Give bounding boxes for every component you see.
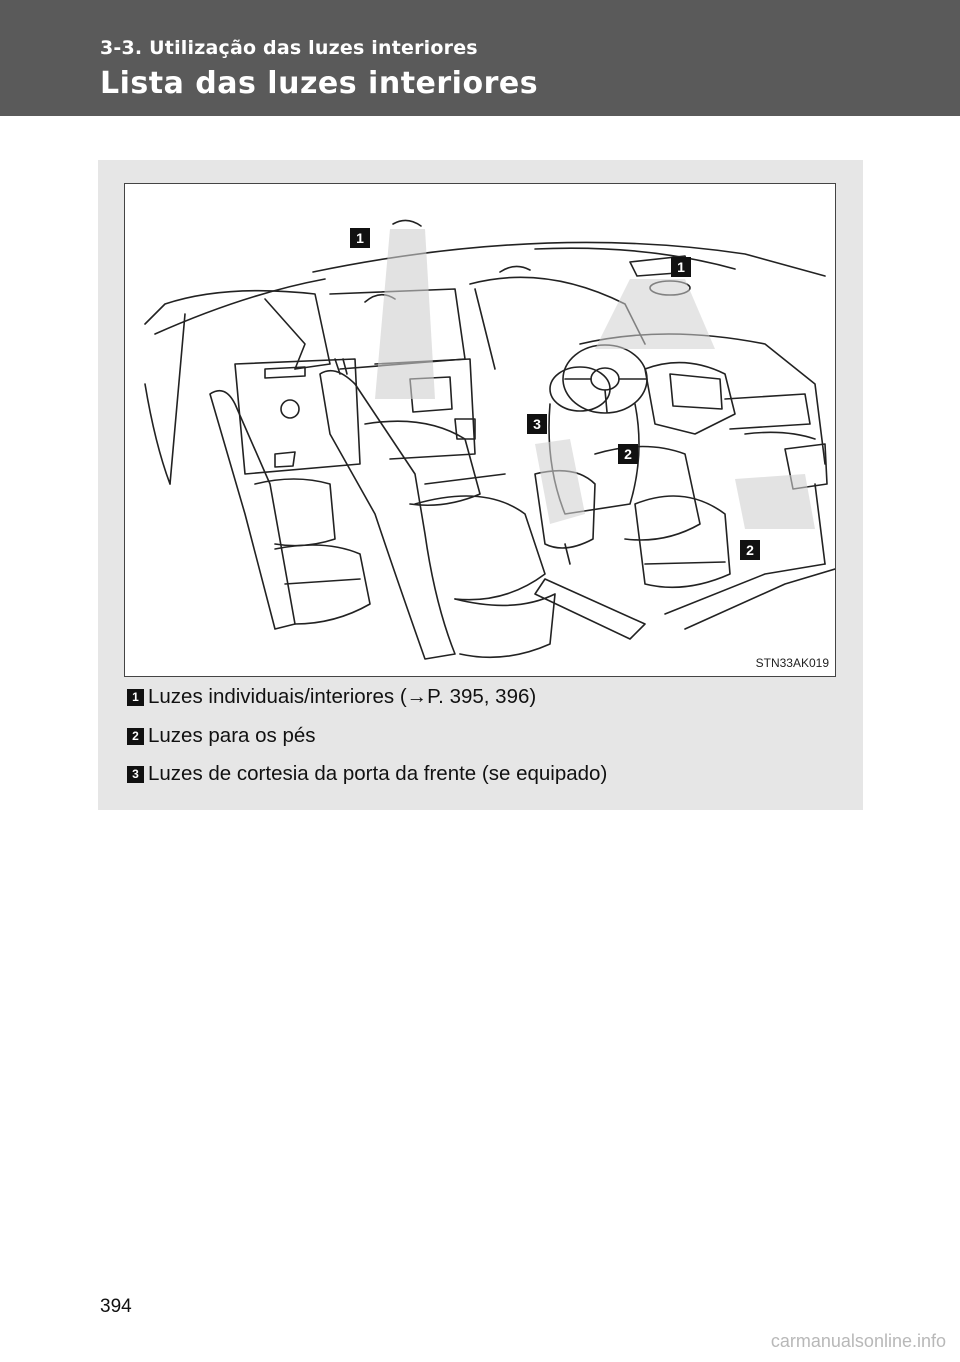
legend-number-badge: 1: [127, 689, 144, 706]
page-header: [0, 0, 960, 116]
callout-2-upper: 2: [618, 444, 638, 464]
page-title: Lista das luzes interiores: [100, 66, 539, 101]
callout-2-lower: 2: [740, 540, 760, 560]
callout-3: 3: [527, 414, 547, 434]
legend-item-1: [127, 682, 536, 712]
legend-item-3: [127, 759, 607, 789]
figure-code: STN33AK019: [755, 656, 829, 670]
legend-item-2: [127, 721, 316, 751]
page-number: 394: [100, 1296, 132, 1317]
legend-text: Luzes individuais/interiores (→P. 395, 396): [148, 685, 537, 708]
watermark: carmanualsonline.info: [770, 1331, 946, 1351]
legend-number-badge: 2: [127, 728, 144, 745]
legend-number-badge: 3: [127, 766, 144, 783]
car-interior-drawing: [125, 184, 836, 677]
legend-text: Luzes de cortesia da porta da frente (se equipado): [148, 762, 608, 785]
callout-1-rear: 1: [350, 228, 370, 248]
car-interior-illustration: [124, 183, 836, 677]
section-heading: 3-3. Utilização das luzes interiores: [100, 37, 478, 59]
legend-text: Luzes para os pés: [148, 724, 316, 747]
callout-1-front: 1: [671, 257, 691, 277]
